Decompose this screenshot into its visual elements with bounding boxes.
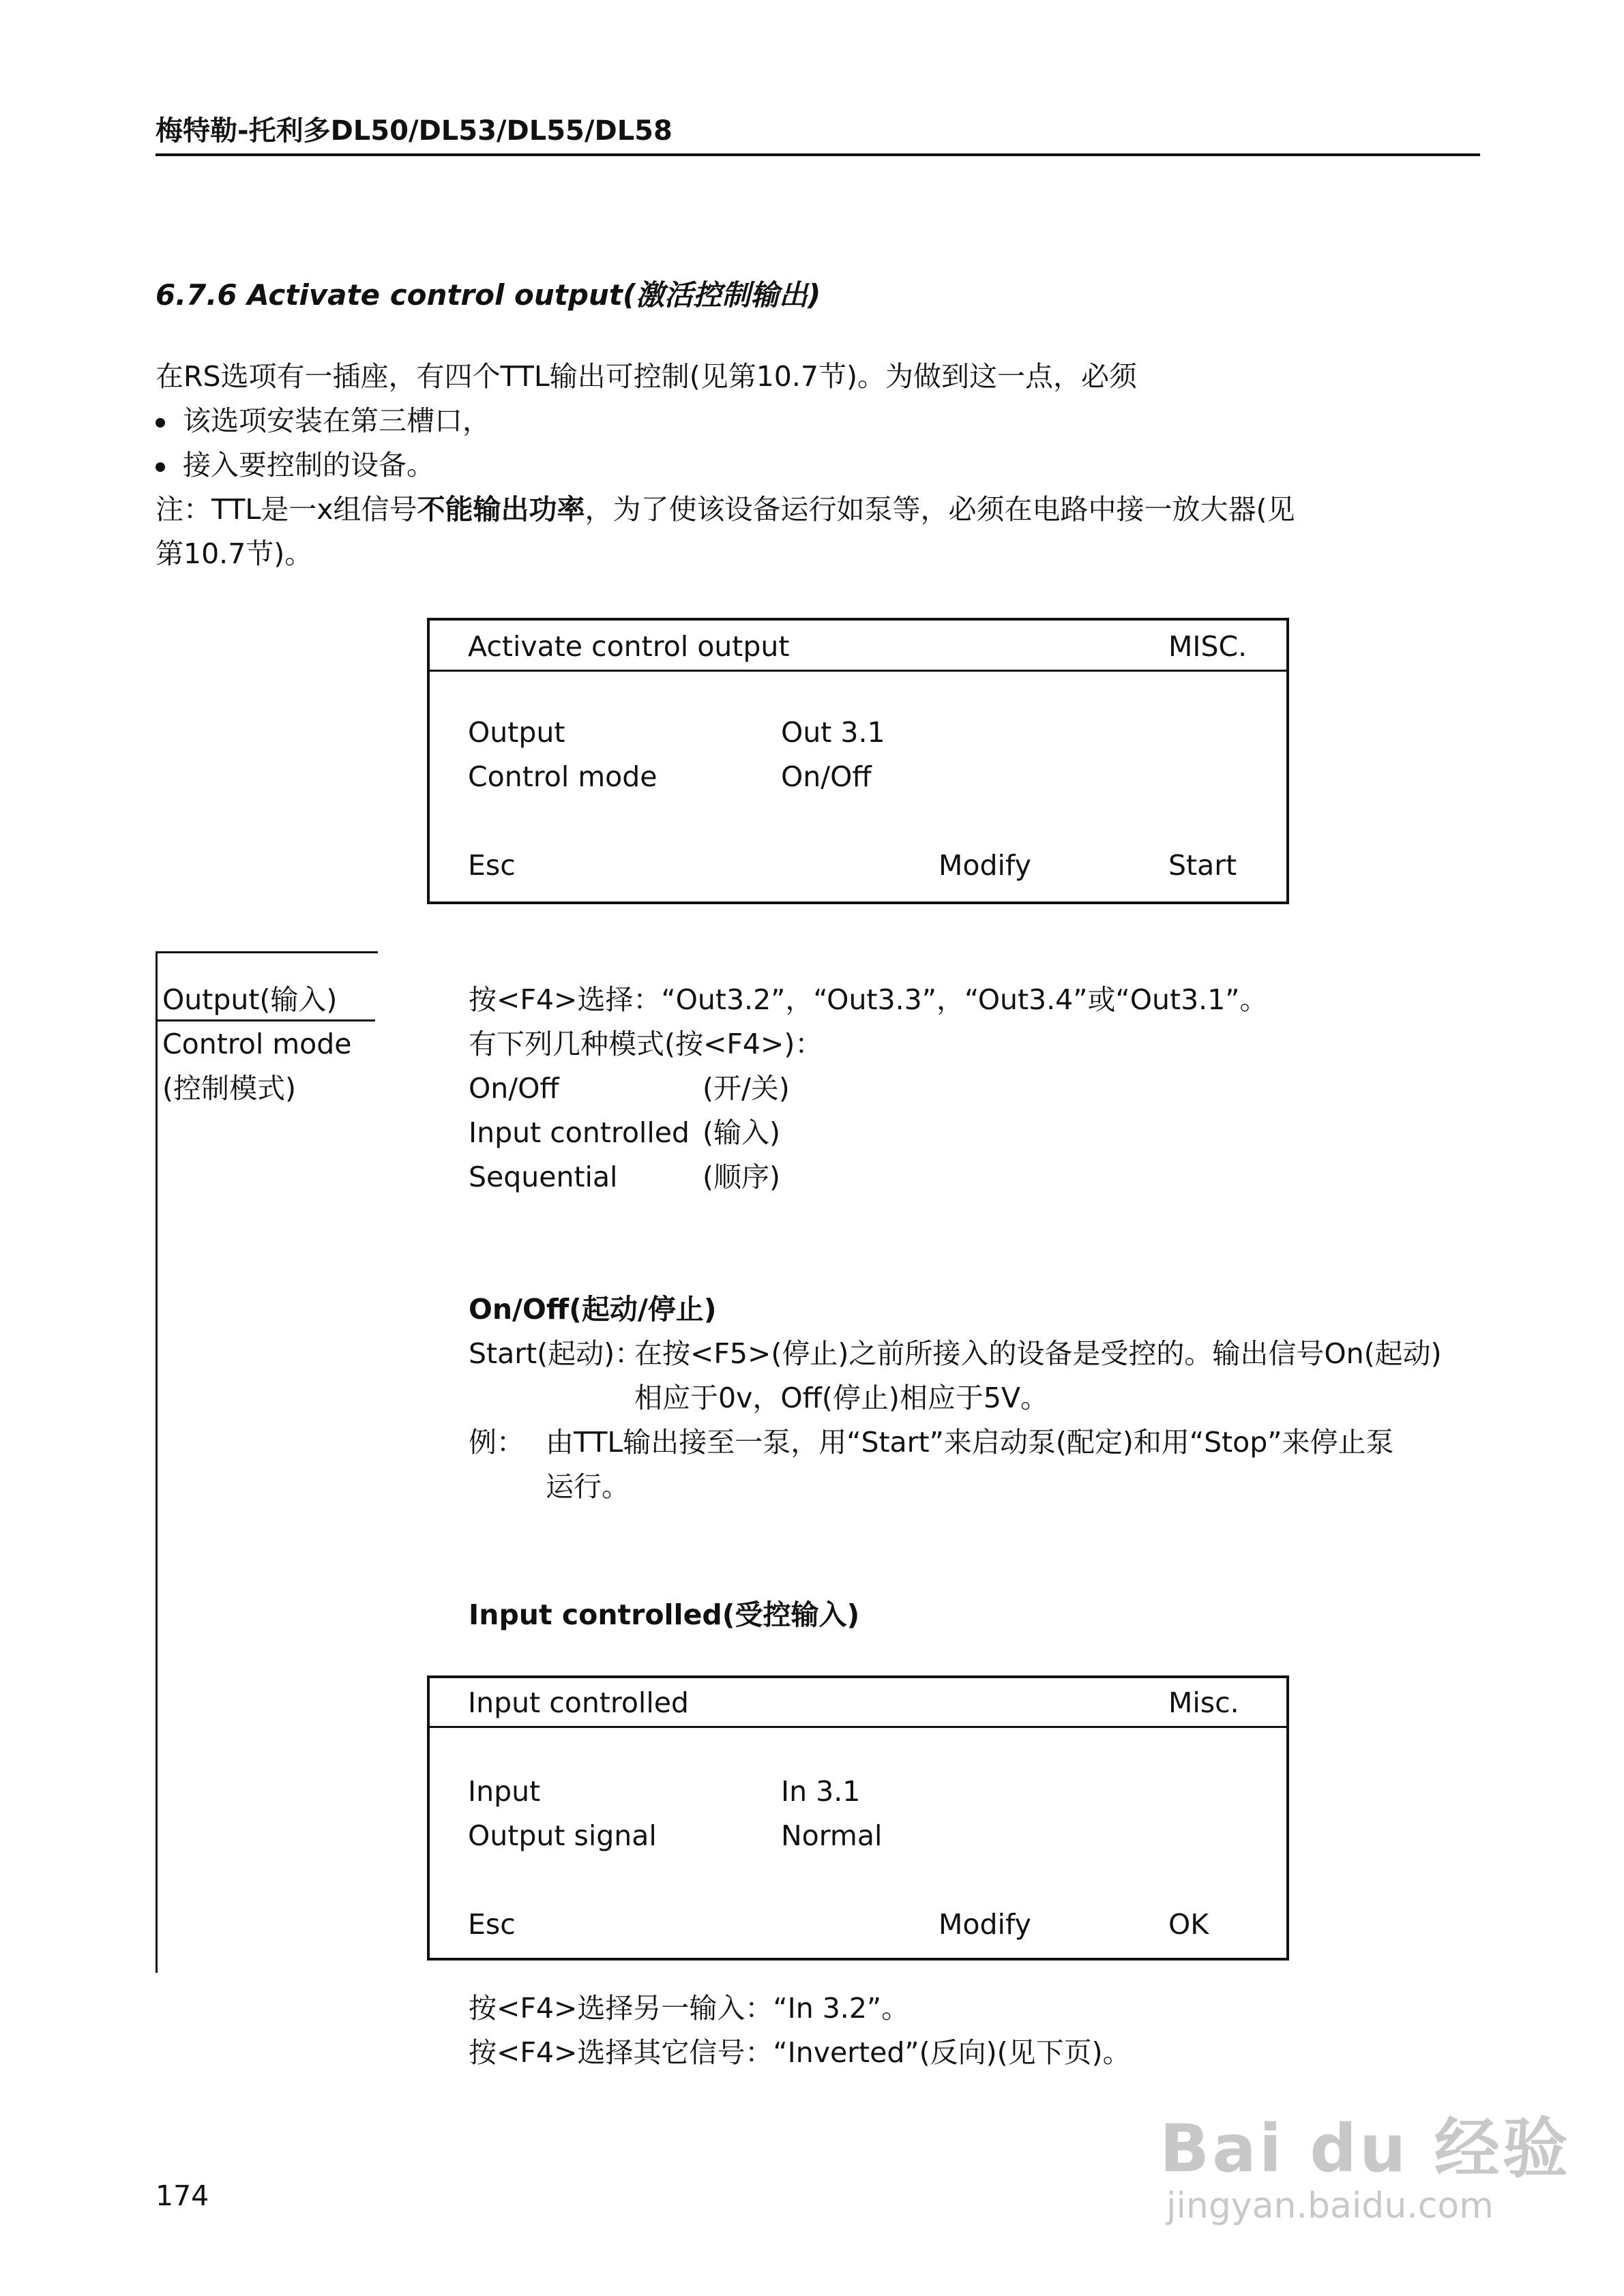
- onoff-example-line1: 由TTL输出接至一泵，用“Start”来启动泵(配定)和用“Stop”来停止泵: [546, 1426, 1394, 1459]
- input-controlled-heading: Input controlled(受控输入): [469, 1598, 860, 1631]
- softkey-esc[interactable]: Esc: [468, 849, 516, 882]
- side-rule-top: [156, 951, 378, 953]
- note-prefix: 注：TTL是一x组信号: [156, 493, 417, 526]
- watermark-logo: Bai du 经验: [1160, 2111, 1571, 2187]
- display-title: Input controlled: [468, 1686, 689, 1719]
- running-header: 梅特勒-托利多DL50/DL53/DL55/DL58: [156, 115, 673, 147]
- softkey-modify[interactable]: Modify: [939, 1908, 1031, 1941]
- side-rule-mid: [156, 1019, 375, 1022]
- onoff-heading: On/Off(起动/停止): [469, 1293, 717, 1326]
- intro-line: 在RS选项有一插座，有四个TTL输出可控制(见第10.7节)。为做到这一点，必须: [156, 360, 1138, 393]
- onoff-example-label: 例：: [469, 1426, 525, 1459]
- param-value-output[interactable]: Out 3.1: [781, 716, 885, 749]
- mode-name: Sequential: [469, 1161, 618, 1193]
- onoff-example-line2: 运行。: [546, 1470, 630, 1503]
- onoff-start-line1: 在按<F5>(停止)之前所接入的设备是受控的。输出信号On(起动): [634, 1337, 1442, 1370]
- softkey-start[interactable]: Start: [1168, 849, 1237, 882]
- side-label-control-mode-cn: (控制模式): [162, 1072, 296, 1105]
- display-tag: Misc.: [1168, 1686, 1239, 1719]
- softkey-esc[interactable]: Esc: [468, 1908, 516, 1941]
- instrument-display-input-controlled: [427, 1675, 1289, 1960]
- intro-bullet-2: [156, 451, 434, 479]
- mode-name: Input controlled: [469, 1116, 690, 1149]
- param-value-control-mode[interactable]: On/Off: [781, 760, 872, 793]
- instrument-display-activate: [427, 618, 1289, 904]
- watermark-url: jingyan.baidu.com: [1166, 2186, 1494, 2226]
- intro-bullet-1: [156, 404, 490, 437]
- onoff-start-label: Start(起动)：: [469, 1337, 643, 1370]
- mode-cn: (开/关): [703, 1072, 790, 1105]
- mode-name: On/Off: [469, 1072, 559, 1105]
- softkey-modify[interactable]: Modify: [939, 849, 1031, 882]
- display-title: Activate control output: [468, 630, 790, 663]
- param-value-input[interactable]: In 3.1: [781, 1775, 861, 1808]
- page-number: 174: [156, 2179, 209, 2212]
- note-bold: 不能输出功率: [417, 493, 585, 526]
- param-value-output-signal[interactable]: Normal: [781, 1819, 883, 1852]
- bullet-icon: [156, 418, 165, 428]
- display-tag: MISC.: [1168, 630, 1247, 663]
- display-header-rule: [430, 670, 1286, 672]
- note-rest: ，为了使该设备运行如泵等，必须在电路中接一放大器(见: [585, 493, 1295, 526]
- param-label-input: Input: [468, 1775, 541, 1808]
- intro-note-line2: 第10.7节)。: [156, 537, 313, 570]
- softkey-ok[interactable]: OK: [1168, 1908, 1209, 1941]
- side-label-control-mode: Control mode: [162, 1028, 352, 1060]
- param-label-control-mode: Control mode: [468, 760, 658, 793]
- mode-cn: (顺序): [703, 1161, 780, 1193]
- param-label-output: Output: [468, 716, 565, 749]
- header-rule: [156, 153, 1480, 156]
- section-title: 6.7.6 Activate control output(激活控制输出): [156, 278, 821, 312]
- side-label-output: Output(输入): [162, 983, 338, 1016]
- mode-cn: (输入): [703, 1116, 780, 1149]
- after-line-2: 按<F4>选择其它信号：“Inverted”(反向)(见下页)。: [469, 2036, 1131, 2069]
- bullet-text: 该选项安装在第三槽口，: [183, 404, 490, 437]
- bullet-text: 接入要控制的设备。: [183, 449, 434, 481]
- intro-note: [156, 493, 1295, 526]
- after-line-1: 按<F4>选择另一输入：“In 3.2”。: [469, 1992, 910, 2025]
- modes-intro: 有下列几种模式(按<F4>)：: [469, 1028, 823, 1060]
- display-header-rule: [430, 1726, 1286, 1728]
- onoff-start-line2: 相应于0v，Off(停止)相应于5V。: [634, 1382, 1048, 1414]
- output-description: 按<F4>选择：“Out3.2”，“Out3.3”，“Out3.4”或“Out3.1”。: [469, 983, 1268, 1016]
- bullet-icon: [156, 462, 165, 472]
- param-label-output-signal: Output signal: [468, 1819, 657, 1852]
- side-vertical-rule: [156, 951, 158, 1973]
